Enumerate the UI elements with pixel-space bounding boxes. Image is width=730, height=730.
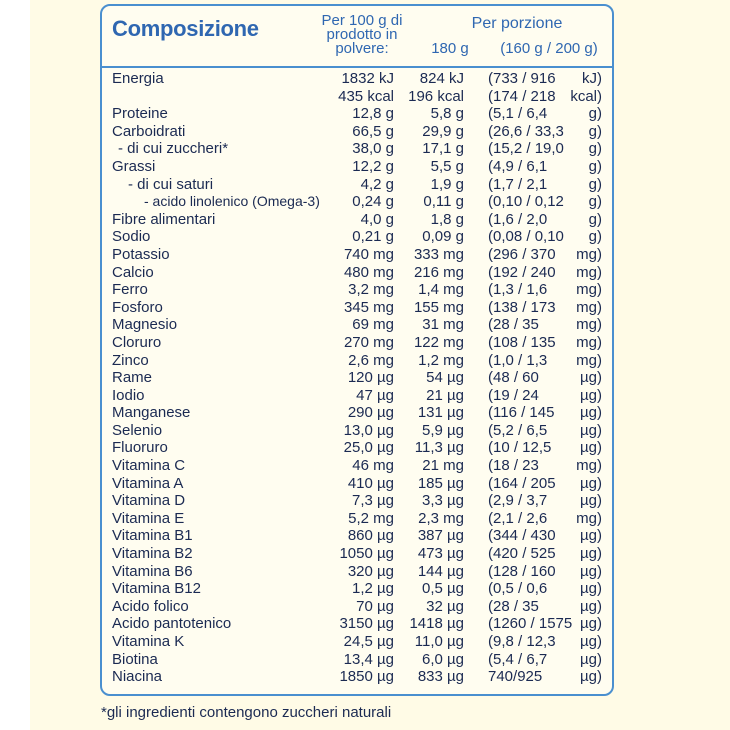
table-row bbox=[102, 457, 612, 475]
value-range-unit-kcal: kcal) bbox=[570, 87, 602, 105]
value-range-unit: g) bbox=[588, 157, 602, 175]
value-per-100g: 25,0 µg bbox=[343, 439, 394, 457]
value-per-portion: 6,0 µg bbox=[421, 650, 464, 668]
value-per-portion: 333 mg bbox=[413, 245, 464, 263]
table-row bbox=[102, 123, 612, 141]
value-per-portion: 5,8 g bbox=[430, 105, 464, 123]
value-range: (1,3 / 1,6 bbox=[488, 281, 548, 299]
table-row bbox=[102, 352, 612, 370]
value-range: (420 / 525 bbox=[488, 545, 556, 563]
value-range: (1260 / 1575 bbox=[488, 615, 573, 633]
value-range: (164 / 205 bbox=[488, 474, 556, 492]
value-per-100g: 0,21 g bbox=[352, 228, 394, 246]
value-per-portion: 216 mg bbox=[413, 263, 464, 281]
value-range: (5,4 / 6,7 bbox=[488, 650, 548, 668]
table-row bbox=[102, 651, 612, 669]
value-per-portion-kcal: 196 kcal bbox=[408, 87, 464, 105]
value-per-portion: 185 µg bbox=[417, 474, 464, 492]
nutrition-table bbox=[100, 4, 614, 696]
value-per-portion: 54 µg bbox=[426, 369, 464, 387]
value-per-portion: 0,09 g bbox=[422, 228, 464, 246]
value-per-100g: 5,2 mg bbox=[348, 509, 394, 527]
value-range-unit: µg) bbox=[580, 650, 602, 668]
table-row bbox=[102, 140, 612, 158]
value-range: (5,2 / 6,5 bbox=[488, 421, 548, 439]
value-range-unit: mg) bbox=[576, 333, 602, 351]
value-range: (10 / 12,5 bbox=[488, 439, 552, 457]
table-row bbox=[102, 228, 612, 246]
value-per-100g: 1832 kJ bbox=[341, 70, 394, 87]
value-per-portion: 1,2 mg bbox=[418, 351, 464, 369]
table-row bbox=[102, 615, 612, 633]
value-range: (296 / 370 bbox=[488, 245, 556, 263]
table-title: Composizione bbox=[112, 16, 259, 41]
nutrient-name: Ferro bbox=[112, 281, 148, 299]
value-per-portion: 3,3 µg bbox=[421, 492, 464, 510]
value-range: (108 / 135 bbox=[488, 333, 556, 351]
nutrient-name: Selenio bbox=[112, 421, 163, 439]
value-range-unit: µg) bbox=[580, 474, 602, 492]
nutrient-name: Vitamina A bbox=[112, 474, 184, 492]
value-range-unit: mg) bbox=[576, 457, 602, 475]
nutrient-name: Proteine bbox=[112, 105, 168, 123]
value-per-100g: 1850 µg bbox=[339, 668, 394, 686]
value-range: (18 / 23 bbox=[488, 457, 539, 475]
value-per-portion: 0,5 µg bbox=[421, 580, 464, 598]
nutrient-name: Rame bbox=[112, 369, 153, 387]
nutrient-name: Niacina bbox=[112, 668, 163, 686]
nutrient-name: Vitamina B6 bbox=[112, 562, 193, 580]
value-per-100g: 320 µg bbox=[347, 562, 394, 580]
value-range-unit: mg) bbox=[576, 263, 602, 281]
value-per-100g: 7,3 µg bbox=[351, 492, 394, 510]
table-row bbox=[102, 510, 612, 528]
value-per-100g: 270 mg bbox=[343, 333, 394, 351]
nutrient-name: Fosforo bbox=[112, 298, 163, 316]
value-per-portion: 5,5 g bbox=[430, 157, 464, 175]
value-per-100g: 3,2 mg bbox=[348, 281, 394, 299]
value-range: (1,6 / 2,0 bbox=[488, 210, 548, 228]
nutrient-name: Vitamina B12 bbox=[112, 580, 201, 598]
value-range: (1,0 / 1,3 bbox=[488, 351, 548, 369]
table-row bbox=[102, 369, 612, 387]
nutrient-name: Biotina bbox=[112, 650, 158, 668]
value-range-unit: mg) bbox=[576, 245, 602, 263]
value-per-100g: 2,6 mg bbox=[348, 351, 394, 369]
value-range-unit: g) bbox=[588, 105, 602, 123]
value-range: (344 / 430 bbox=[488, 527, 556, 545]
value-per-portion: 1,4 mg bbox=[418, 281, 464, 299]
table-row bbox=[102, 158, 612, 176]
value-per-100g: 13,0 µg bbox=[343, 421, 394, 439]
table-row bbox=[102, 176, 612, 194]
table-row bbox=[102, 527, 612, 545]
value-per-100g: 4,0 g bbox=[360, 210, 394, 228]
value-range: (0,10 / 0,12 bbox=[488, 193, 564, 211]
value-per-portion: 29,9 g bbox=[422, 122, 464, 140]
value-per-portion: 5,9 µg bbox=[421, 421, 464, 439]
value-range-unit: µg) bbox=[580, 492, 602, 510]
value-per-100g: 120 µg bbox=[347, 369, 394, 387]
value-per-100g: 860 µg bbox=[347, 527, 394, 545]
nutrient-name: Sodio bbox=[112, 228, 151, 246]
value-range-unit: µg) bbox=[580, 421, 602, 439]
value-range-unit: g) bbox=[588, 210, 602, 228]
value-per-portion: 1418 µg bbox=[409, 615, 464, 633]
table-row bbox=[102, 334, 612, 352]
nutrient-name: Acido pantotenico bbox=[112, 615, 232, 633]
value-range-unit: µg) bbox=[580, 527, 602, 545]
nutrient-name: Vitamina B1 bbox=[112, 527, 193, 545]
nutrient-name: Energia bbox=[112, 70, 164, 87]
table-row bbox=[102, 299, 612, 317]
value-per-100g: 12,2 g bbox=[352, 157, 394, 175]
table-row bbox=[102, 387, 612, 405]
value-range: (1,7 / 2,1 bbox=[488, 175, 548, 193]
value-range-unit: mg) bbox=[576, 281, 602, 299]
table-row bbox=[102, 404, 612, 422]
value-per-portion: 11,3 µg bbox=[414, 439, 464, 457]
table-row bbox=[102, 246, 612, 264]
value-per-portion: 17,1 g bbox=[422, 140, 464, 158]
value-per-100g: 3150 µg bbox=[339, 615, 394, 633]
value-range: (28 / 35 bbox=[488, 597, 539, 615]
value-per-portion: 21 mg bbox=[422, 457, 464, 475]
footnote: *gli ingredienti contengono zuccheri naturali bbox=[101, 704, 392, 721]
nutrient-name: Calcio bbox=[112, 263, 154, 281]
value-range-unit: mg) bbox=[576, 509, 602, 527]
value-per-portion: 21 µg bbox=[426, 386, 464, 404]
value-range: (0,5 / 0,6 bbox=[488, 580, 548, 598]
value-per-portion: 473 µg bbox=[417, 545, 464, 563]
value-per-100g: 480 mg bbox=[343, 263, 394, 281]
value-range: (15,2 / 19,0 bbox=[488, 140, 564, 158]
value-per-100g: 0,24 g bbox=[352, 193, 394, 211]
value-per-100g: 66,5 g bbox=[352, 122, 394, 140]
value-range: (9,8 / 12,3 bbox=[488, 633, 556, 650]
value-per-100g: 13,4 µg bbox=[343, 650, 394, 668]
nutrient-name: Vitamina E bbox=[112, 509, 185, 527]
nutrient-name: Iodio bbox=[112, 386, 145, 404]
table-row bbox=[102, 193, 612, 211]
value-range: (28 / 35 bbox=[488, 316, 539, 334]
value-range: (19 / 24 bbox=[488, 386, 539, 404]
table-row bbox=[102, 316, 612, 334]
value-range-kcal: (174 / 218 bbox=[488, 87, 556, 105]
value-range: (48 / 60 bbox=[488, 369, 539, 387]
nutrient-name: Zinco bbox=[112, 351, 149, 369]
value-range-unit: µg) bbox=[580, 562, 602, 580]
value-range: (4,9 / 6,1 bbox=[488, 157, 548, 175]
value-range-unit: mg) bbox=[576, 298, 602, 316]
value-range-unit: g) bbox=[588, 175, 602, 193]
value-range: (192 / 240 bbox=[488, 263, 556, 281]
value-range-unit: µg) bbox=[580, 439, 602, 457]
nutrient-name: Vitamina C bbox=[112, 457, 186, 475]
value-range: (128 / 160 bbox=[488, 562, 556, 580]
table-row bbox=[102, 598, 612, 616]
value-range: (116 / 145 bbox=[488, 404, 555, 422]
value-per-portion: 387 µg bbox=[417, 527, 464, 545]
table-row bbox=[102, 422, 612, 440]
column-header-range: (160 g / 200 g) bbox=[500, 40, 598, 57]
table-row bbox=[102, 211, 612, 229]
value-range-unit: µg) bbox=[580, 369, 602, 387]
value-range: (2,1 / 2,6 bbox=[488, 509, 548, 527]
value-range: (5,1 / 6,4 bbox=[488, 105, 548, 123]
value-range-unit: mg) bbox=[576, 351, 602, 369]
value-range-unit: µg) bbox=[580, 545, 602, 563]
value-per-portion: 32 µg bbox=[426, 597, 464, 615]
value-range-unit: mg) bbox=[576, 316, 602, 334]
value-per-100g: 410 µg bbox=[347, 474, 394, 492]
value-per-100g-kcal: 435 kcal bbox=[338, 87, 394, 105]
table-row bbox=[102, 668, 612, 686]
table-row bbox=[102, 281, 612, 299]
value-per-100g: 4,2 g bbox=[360, 175, 394, 193]
nutrient-name: Carboidrati bbox=[112, 122, 186, 140]
nutrient-name: Magnesio bbox=[112, 316, 178, 334]
table-row bbox=[102, 70, 612, 105]
value-range-unit: g) bbox=[588, 122, 602, 140]
table-header bbox=[102, 6, 612, 68]
value-range: 740/925 bbox=[488, 668, 543, 686]
value-per-100g: 69 mg bbox=[352, 316, 394, 334]
value-per-portion: 833 µg bbox=[417, 668, 464, 686]
nutrient-name: Fibre alimentari bbox=[112, 210, 216, 228]
table-row bbox=[102, 439, 612, 457]
value-per-portion: 31 mg bbox=[422, 316, 464, 334]
table-row bbox=[102, 492, 612, 510]
table-body bbox=[102, 70, 612, 686]
value-range-unit: g) bbox=[588, 140, 602, 158]
value-range-unit: µg) bbox=[580, 597, 602, 615]
value-per-100g: 12,8 g bbox=[352, 105, 394, 123]
value-per-100g: 38,0 g bbox=[352, 140, 394, 158]
value-per-portion: 144 µg bbox=[417, 562, 464, 580]
nutrient-name: Vitamina D bbox=[112, 492, 186, 510]
nutrient-name: Manganese bbox=[112, 404, 191, 422]
value-range-unit: µg) bbox=[580, 404, 602, 422]
nutrient-name: Grassi bbox=[112, 157, 156, 175]
value-range-unit: µg) bbox=[580, 668, 602, 686]
value-range: (0,08 / 0,10 bbox=[488, 228, 564, 246]
value-per-100g: 1050 µg bbox=[339, 545, 394, 563]
value-per-portion: 0,11 g bbox=[423, 193, 464, 211]
table-row bbox=[102, 475, 612, 493]
value-per-100g: 46 mg bbox=[352, 457, 394, 475]
nutrient-name: Vitamina K bbox=[112, 633, 185, 650]
value-range-unit: µg) bbox=[580, 615, 602, 633]
nutrient-name: - acido linolenico (Omega-3) bbox=[144, 193, 320, 210]
value-per-100g: 290 µg bbox=[347, 404, 394, 422]
value-range: (138 / 173 bbox=[488, 298, 556, 316]
value-per-100g: 47 µg bbox=[356, 386, 394, 404]
nutrient-name: - di cui zuccheri* bbox=[118, 140, 229, 158]
value-per-100g: 1,2 µg bbox=[351, 580, 394, 598]
value-range-unit: µg) bbox=[580, 580, 602, 598]
table-row bbox=[102, 563, 612, 581]
nutrient-name: Potassio bbox=[112, 245, 170, 263]
value-per-portion: 1,9 g bbox=[430, 175, 464, 193]
value-range: (2,9 / 3,7 bbox=[488, 492, 548, 510]
table-row bbox=[102, 633, 612, 651]
value-per-portion: 131 µg bbox=[417, 404, 464, 422]
value-per-100g: 24,5 µg bbox=[343, 633, 394, 650]
value-per-portion: 2,3 mg bbox=[418, 509, 464, 527]
value-per-portion: 122 mg bbox=[413, 333, 464, 351]
value-range-unit: µg) bbox=[580, 386, 602, 404]
value-range-unit: µg) bbox=[580, 633, 602, 650]
table-row bbox=[102, 580, 612, 598]
column-header-per-portion: Per porzione bbox=[471, 15, 563, 32]
value-range: (26,6 / 33,3 bbox=[488, 122, 564, 140]
value-per-portion: 155 mg bbox=[413, 298, 464, 316]
column-header-per-100g: Per 100 g di prodotto in polvere: bbox=[321, 12, 403, 57]
nutrient-name: Vitamina B2 bbox=[112, 545, 193, 563]
table-row bbox=[102, 545, 612, 563]
value-range-unit: kJ) bbox=[582, 70, 602, 87]
value-per-portion: 11,0 µg bbox=[414, 633, 464, 650]
value-per-100g: 345 mg bbox=[343, 298, 394, 316]
value-per-100g: 740 mg bbox=[343, 245, 394, 263]
table-row bbox=[102, 264, 612, 282]
value-per-portion: 1,8 g bbox=[430, 210, 464, 228]
nutrient-name: Acido folico bbox=[112, 597, 189, 615]
page-margin bbox=[0, 0, 30, 730]
nutrient-name: Fluoruro bbox=[112, 439, 168, 457]
table-row bbox=[102, 105, 612, 123]
value-range: (733 / 916 bbox=[488, 70, 556, 87]
value-per-100g: 70 µg bbox=[356, 597, 394, 615]
value-range-unit: g) bbox=[588, 228, 602, 246]
nutrient-name: Cloruro bbox=[112, 333, 162, 351]
nutrient-name: - di cui saturi bbox=[128, 175, 214, 193]
value-range-unit: g) bbox=[588, 193, 602, 211]
value-per-portion: 824 kJ bbox=[419, 70, 464, 87]
column-header-180g: 180 g bbox=[431, 40, 469, 57]
